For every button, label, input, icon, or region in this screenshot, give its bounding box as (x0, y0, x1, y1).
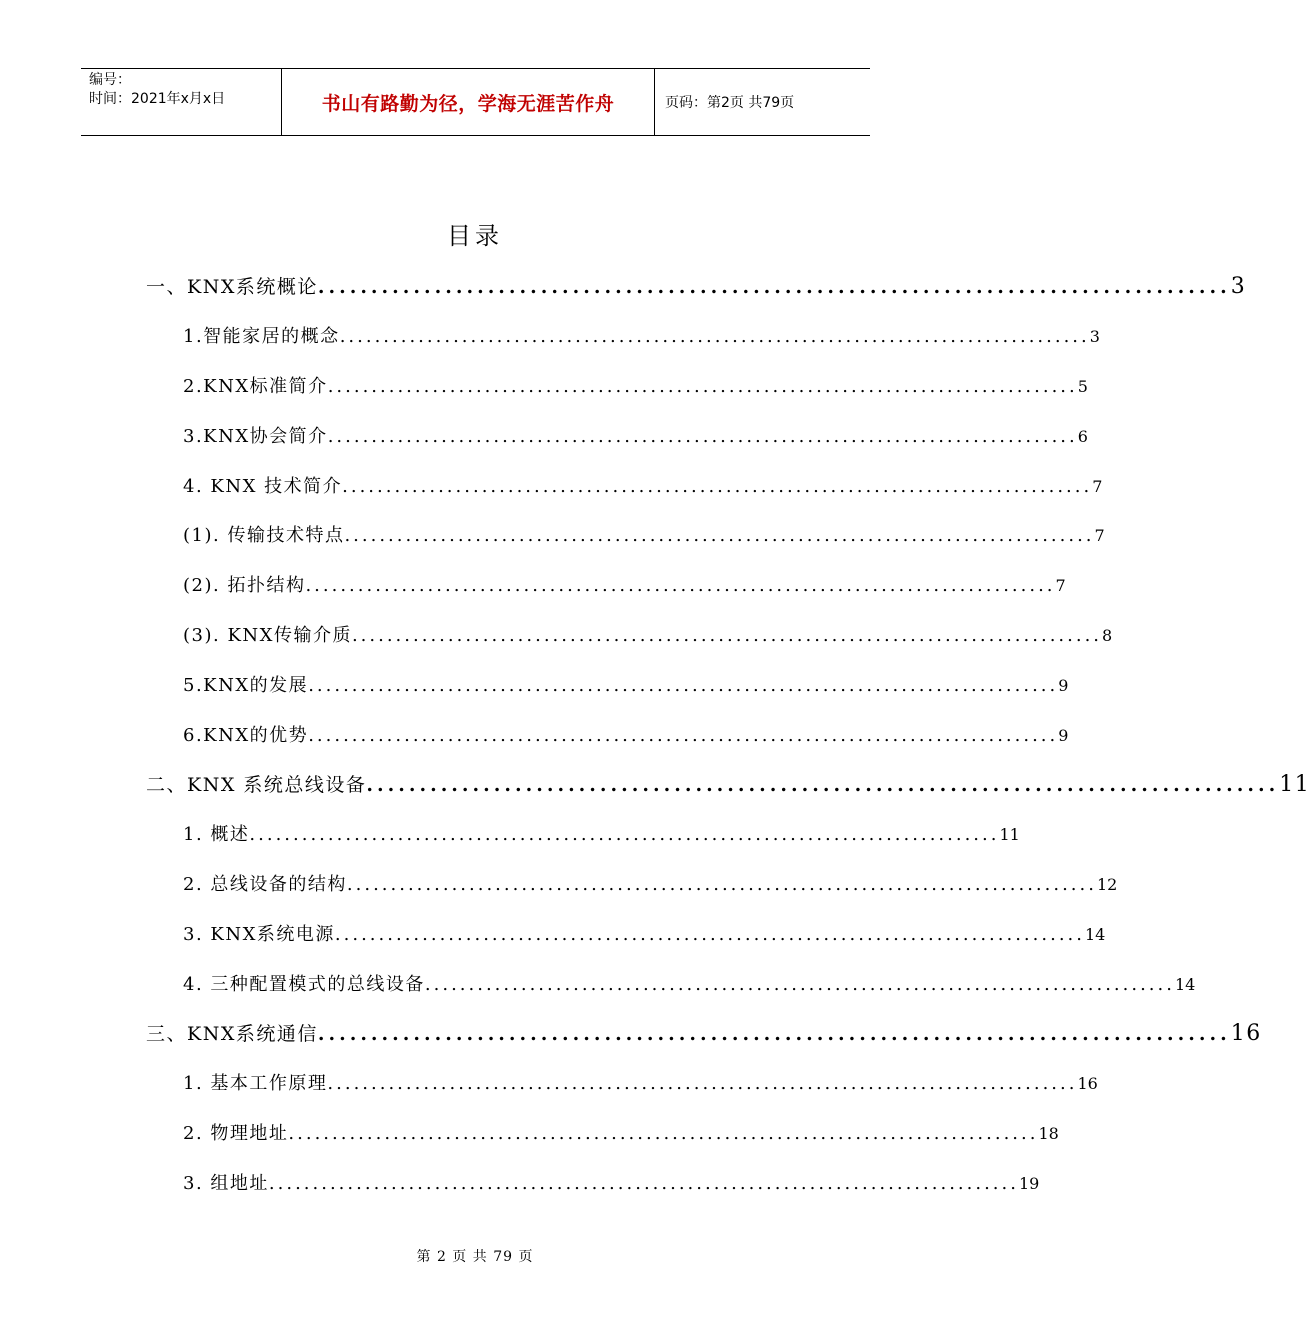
toc-entry-page: 8 (1102, 626, 1113, 645)
toc-leader-dots: ...................................................................................... (344, 525, 1095, 546)
toc-entry[interactable] (183, 870, 1118, 896)
toc-entry[interactable] (183, 422, 1088, 448)
toc-entry-page: 9 (1058, 726, 1069, 745)
toc-leader-dots: ...................................................................................... (424, 974, 1175, 995)
toc-entry-text: 4. KNX 技术简介 (183, 476, 343, 497)
toc-entry-text: 6.KNX的优势 (183, 725, 309, 746)
toc-entry-page: 3 (1089, 327, 1100, 346)
toc-leader-dots: ...................................................................................... (288, 1123, 1039, 1144)
toc-entry-text: 1.智能家居的概念 (183, 326, 340, 347)
toc-entry-section[interactable] (146, 272, 1247, 299)
toc-title: 目录 (447, 222, 503, 250)
toc-entry-text: 3.KNX协会简介 (183, 426, 328, 447)
toc-leader-dots: ...................................................................................... (366, 774, 1280, 796)
toc-entry-section[interactable] (146, 1019, 1262, 1046)
toc-entry-text: (3). KNX传输介质 (183, 625, 352, 646)
toc-entry-text: 1. 基本工作原理 (183, 1073, 328, 1094)
toc-entry-text: 2. 总线设备的结构 (183, 874, 347, 895)
toc-entry-page: 3 (1230, 274, 1247, 299)
toc-leader-dots: ...................................................................................... (346, 874, 1097, 895)
toc-entry-page: 7 (1092, 477, 1103, 496)
toc-entry-page: 7 (1094, 526, 1105, 545)
toc-leader-dots: ...................................................................................... (317, 276, 1231, 298)
toc-leader-dots: ...................................................................................... (327, 426, 1078, 447)
toc-leader-dots: ...................................................................................... (334, 924, 1085, 945)
toc-entry[interactable] (183, 1119, 1059, 1145)
toc-leader-dots: ...................................................................................... (249, 824, 1000, 845)
toc-entry-text: 二、KNX 系统总线设备 (146, 774, 367, 796)
toc-entry-text: 3. 组地址 (183, 1173, 269, 1194)
toc-entry[interactable] (183, 721, 1069, 747)
header-info-cell (81, 69, 282, 135)
toc-entry-page: 19 (1018, 1174, 1040, 1193)
toc-entry-page: 11 (1279, 772, 1310, 797)
toc-entry[interactable] (183, 472, 1103, 498)
toc-leader-dots: ...................................................................................... (305, 575, 1056, 596)
toc-entry-text: (2). 拓扑结构 (183, 575, 306, 596)
toc-leader-dots: ...................................................................................... (308, 725, 1059, 746)
toc-entry[interactable] (183, 621, 1113, 647)
toc-entry-text: (1). 传输技术特点 (183, 525, 345, 546)
toc-entry-text: 5.KNX的发展 (183, 675, 309, 696)
toc-entry[interactable] (183, 820, 1020, 846)
header-motto: 书山有路勤为径，学海无涯苦作舟 (321, 92, 615, 115)
toc-entry-text: 2.KNX标准简介 (183, 376, 328, 397)
toc-entry[interactable] (183, 521, 1105, 547)
toc-entry[interactable] (183, 970, 1196, 996)
toc-entry-page: 7 (1055, 576, 1066, 595)
toc-entry-section[interactable] (146, 770, 1310, 797)
toc-leader-dots: ...................................................................................... (327, 1073, 1078, 1094)
toc-entry-page: 18 (1038, 1124, 1059, 1143)
toc-entry-text: 一、KNX系统概论 (146, 276, 318, 298)
toc-entry-page: 9 (1058, 676, 1069, 695)
toc-entry-text: 三、KNX系统通信 (146, 1023, 318, 1045)
toc-entry-page: 16 (1077, 1074, 1098, 1093)
toc-entry[interactable] (183, 372, 1088, 398)
toc-leader-dots: ...................................................................................... (342, 476, 1093, 497)
toc-entry[interactable] (183, 322, 1100, 348)
toc-entry-text: 2. 物理地址 (183, 1123, 289, 1144)
toc-entry-page: 14 (1174, 975, 1196, 994)
toc-entry-page: 14 (1085, 925, 1106, 944)
toc-entry-page: 5 (1077, 377, 1088, 396)
toc-leader-dots: ...................................................................................... (351, 625, 1103, 646)
toc-leader-dots: ...................................................................................... (339, 326, 1090, 347)
header-page-label: 页码：第2页 共79页 (665, 95, 795, 111)
header-page-cell (655, 69, 870, 135)
toc-leader-dots: ...................................................................................... (308, 675, 1059, 696)
toc-entry-page: 12 (1096, 875, 1118, 894)
toc-leader-dots: ...................................................................................... (268, 1173, 1019, 1194)
header-number-label: 编号： (89, 72, 131, 88)
toc-leader-dots: ...................................................................................... (327, 376, 1078, 397)
toc-leader-dots: ...................................................................................... (317, 1023, 1231, 1045)
toc-entry[interactable] (183, 1169, 1040, 1195)
page-footer: 第 2 页 共 79 页 (416, 1249, 534, 1265)
toc-entry-text: 3. KNX系统电源 (183, 924, 335, 945)
page-header (81, 68, 870, 136)
toc-entry-page: 16 (1230, 1021, 1262, 1046)
toc-entry[interactable] (183, 1069, 1098, 1095)
toc-entry[interactable] (183, 920, 1106, 946)
toc-entry[interactable] (183, 671, 1069, 697)
toc-entry-page: 11 (999, 825, 1020, 844)
header-motto-cell (282, 69, 655, 135)
header-time-label: 时间：2021年x月x日 (89, 91, 226, 107)
toc-entry-page: 6 (1077, 427, 1088, 446)
toc-entry-text: 1. 概述 (183, 824, 250, 845)
toc-entry-text: 4. 三种配置模式的总线设备 (183, 974, 425, 995)
toc-entry[interactable] (183, 571, 1066, 597)
